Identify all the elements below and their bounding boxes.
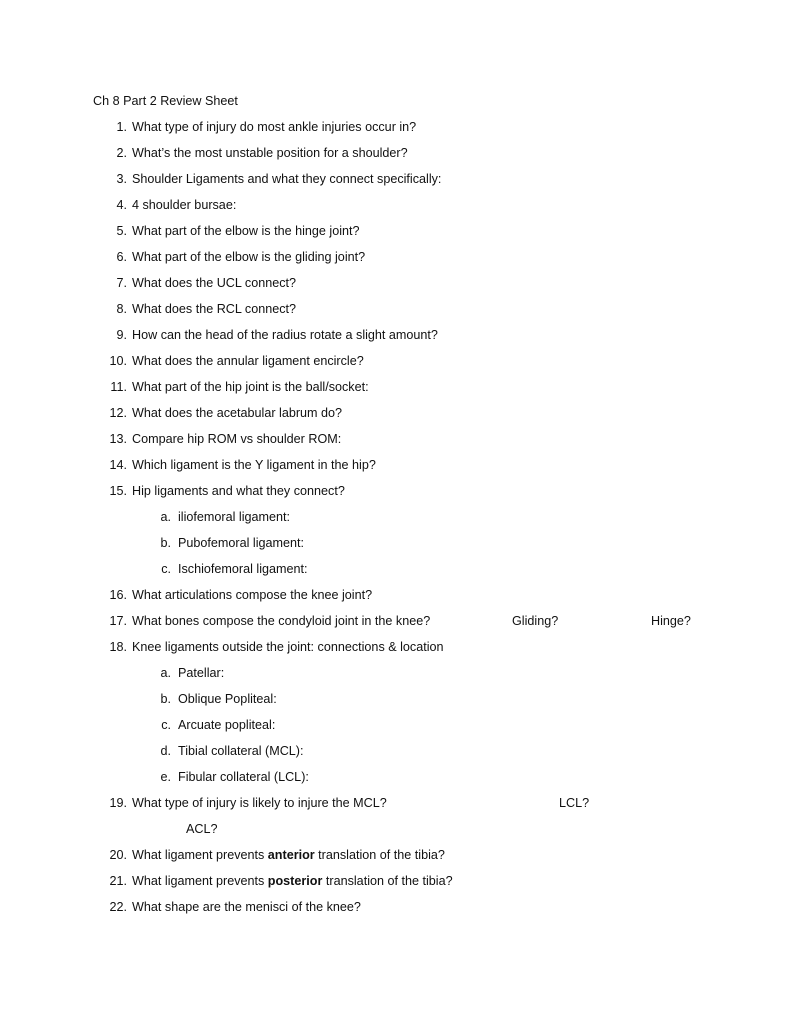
question-17-gliding: Gliding?: [512, 614, 559, 628]
question-19-lcl: LCL?: [559, 796, 590, 810]
emphasis-posterior: posterior: [267, 874, 323, 888]
question-17-hinge: Hinge?: [651, 614, 691, 628]
emphasis-anterior: anterior: [267, 848, 315, 862]
page-title: Ch 8 Part 2 Review Sheet: [93, 94, 238, 108]
question-19-acl: ACL?: [186, 822, 218, 836]
